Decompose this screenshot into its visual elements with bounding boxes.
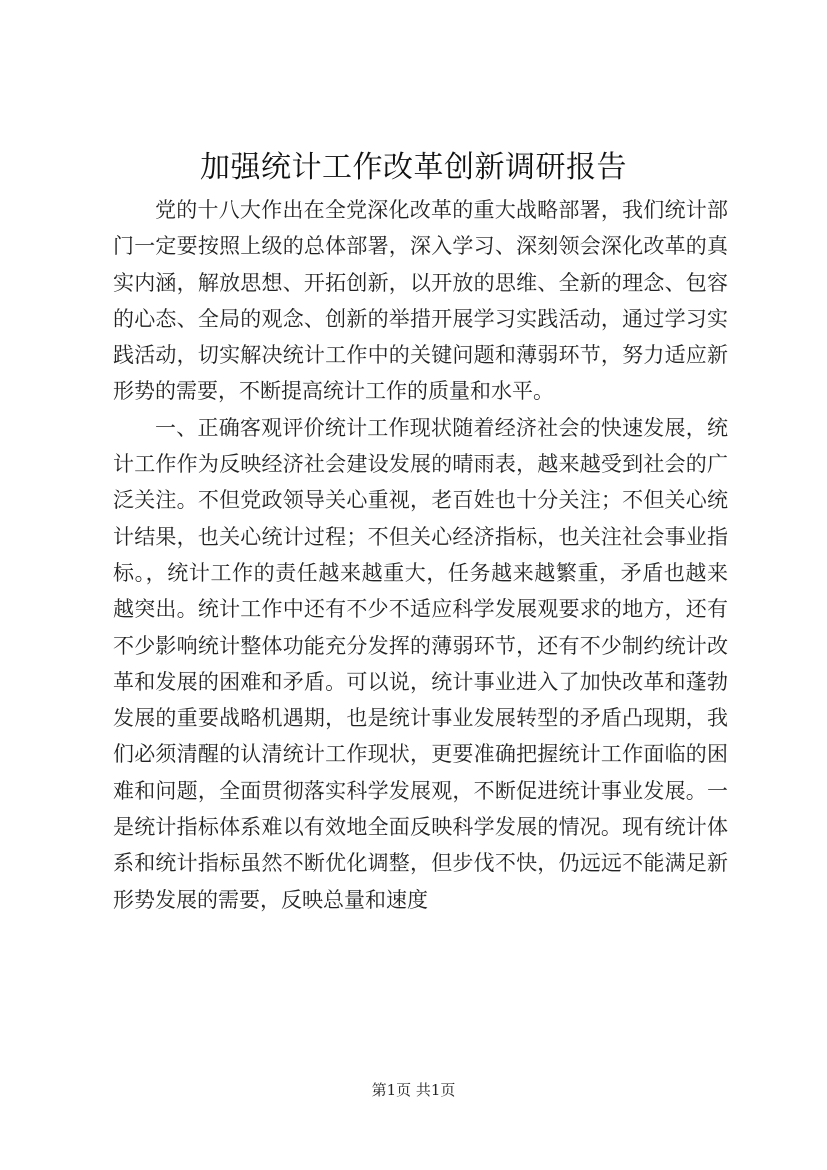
document-title: 加强统计工作改革创新调研报告 xyxy=(200,150,627,185)
paragraph-section-one: 一、正确客观评价统计工作现状随着经济社会的快速发展，统计工作作为反映经济社会建设发展的晴雨表，越来越受到社会的广泛关注。不但党政领导关心重视，老百姓也十分关注；不但关心统计结果，也关心统计过程；不但关心经济指标，也关注社会事业指标。，统计工作的责任越来越重大，任务越来越繁重，矛盾也越来越突出。统计工作中还有不少不适应科学发展观要求的地方，还有不少影响统计整体功能充分发挥的薄弱环节，还有不少制约统计改革和发展的困难和矛盾。可以说，统计事业进入了加快改革和蓬勃发展的重要战略机遇期，也是统计事业发展转型的矛盾凸现期，我们必须清醒的认清统计工作现状，更要准确把握统计工作面临的困难和问题，全面贯彻落实科学发展观，不断促进统计事业发展。一是统计指标体系难以有效地全面反映科学发展的情况。现有统计体系和统计指标虽然不断优化调整，但步伐不快，仍远远不能满足新形势发展的需要，反映总量和速度 xyxy=(113,415,728,912)
document-body xyxy=(113,192,728,918)
paragraph-intro: 党的十八大作出在全党深化改革的重大战略部署，我们统计部门一定要按照上级的总体部署，深入学习、深刻领会深化改革的真实内涵，解放思想、开拓创新，以开放的思维、全新的理念、包容的心态、全局的观念、创新的举措开展学习实践活动，通过学习实践活动，切实解决统计工作中的关键问题和薄弱环节，努力适应新形势的需要，不断提高统计工作的质量和水平。 xyxy=(113,198,728,404)
page-number-footer: 第1页 共1页 xyxy=(371,1081,456,1099)
